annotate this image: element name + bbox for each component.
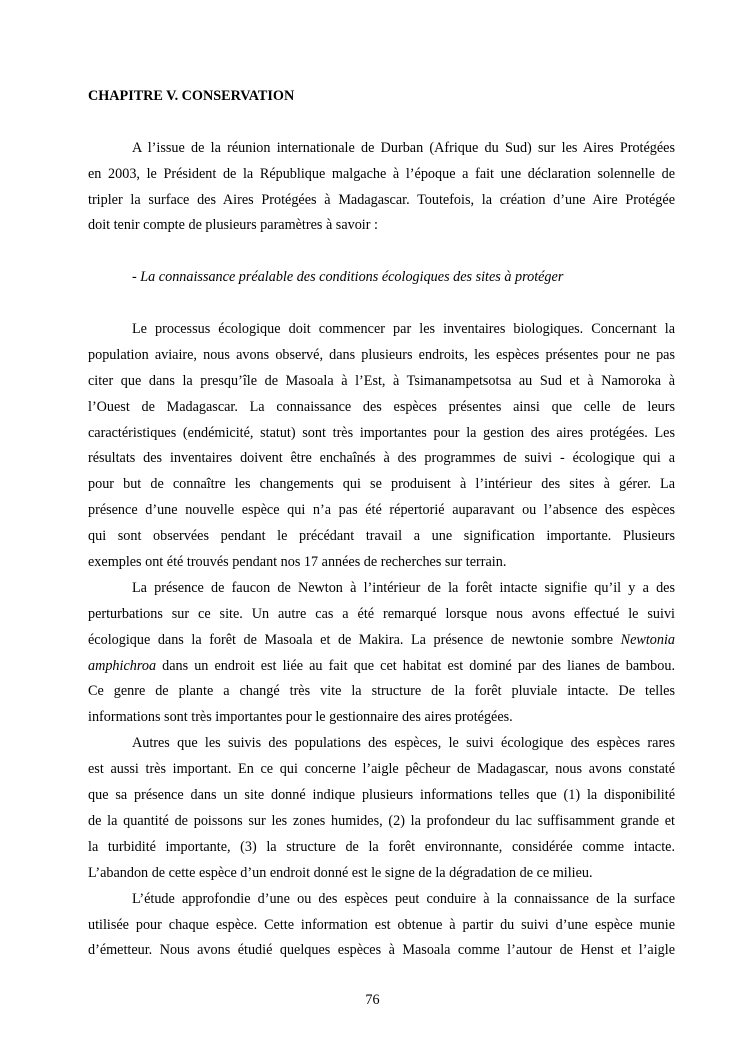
text-line (88, 395, 675, 421)
paragraphs (88, 136, 675, 965)
paragraph (88, 576, 675, 731)
text-run: caractéristiques (endémicité, statut) sont très importantes pour la gestion des aires protégées. Les (88, 424, 675, 441)
text-run: d’émetteur. Nous avons étudié quelques espèces à Masoala comme l’autour de Henst et l’aigle (88, 942, 675, 959)
text-run: Autres que les suivis des populations des espèces, le suivi écologique des espèces rares (132, 735, 675, 752)
text-line (88, 576, 675, 602)
text-run: L’étude approfondie d’une ou des espèces peut conduire à la connaissance de la surface (132, 890, 675, 907)
text-line (88, 628, 675, 654)
text-line (88, 343, 675, 369)
text-line (88, 136, 675, 162)
text-run: doit tenir compte de plusieurs paramètres à savoir : (88, 217, 378, 234)
text-run: tripler la surface des Aires Protégées à Madagascar. Toutefois, la création d’une Aire Protégée (88, 191, 675, 208)
paragraph (88, 317, 675, 576)
text-line (88, 162, 675, 188)
text-run: en 2003, le Président de la République malgache à l’époque a fait une déclaration solennelle de (88, 165, 675, 182)
text-run: Ce genre de plante a changé très vite la structure de la forêt pluviale intacte. De telles (88, 683, 675, 700)
text-line (88, 887, 675, 913)
spacer (88, 239, 675, 265)
text-line (88, 265, 675, 291)
text-line (88, 317, 675, 343)
text-run: présence d’une nouvelle espèce qui n’a pas été répertorié auparavant ou l’absence des espèces (88, 502, 675, 519)
text-run: l’Ouest de Madagascar. La connaissance des espèces présentes ainsi que celle de leurs (88, 398, 675, 415)
italic-text: - La connaissance préalable des conditions écologiques des sites à protéger (132, 269, 564, 286)
text-run: utilisée pour chaque espèce. Cette information est obtenue à partir du suivi d’une espèce munie (88, 916, 675, 933)
text-run: informations sont très importantes pour le gestionnaire des aires protégées. (88, 709, 513, 726)
text-line (88, 472, 675, 498)
text-line (88, 679, 675, 705)
text-line (88, 213, 675, 239)
spacer (88, 291, 675, 317)
paragraph (88, 731, 675, 886)
spacer (88, 110, 675, 136)
text-run: Le processus écologique doit commencer par les inventaires biologiques. Concernant la (132, 321, 675, 338)
section-heading (88, 265, 675, 291)
text-line (88, 498, 675, 524)
text-run: que sa présence dans un site donné indique plusieurs informations telles que (1) la disponibilité (88, 787, 675, 804)
text-line (88, 369, 675, 395)
text-run: La présence de faucon de Newton à l’intérieur de la forêt intacte signifie qu’il y a des (132, 579, 675, 596)
text-run: A l’issue de la réunion internationale de Durban (Afrique du Sud) sur les Aires Protégées (132, 139, 675, 156)
text-run: perturbations sur ce site. Un autre cas a été remarqué lorsque nous avons effectué le suivi (88, 605, 675, 622)
text-line (88, 421, 675, 447)
paragraph (88, 887, 675, 965)
text-run: pour but de connaître les changements qui se produisent à l’intérieur des sites à gérer. La (88, 476, 675, 493)
paragraph (88, 136, 675, 240)
document-body (88, 84, 675, 964)
text-line (88, 809, 675, 835)
text-run: de la quantité de poissons sur les zones humides, (2) la profondeur du lac suffisamment grande et (88, 812, 675, 829)
italic-text: Newtonia (620, 631, 675, 648)
chapter-title: CHAPITRE V. CONSERVATION (88, 88, 295, 104)
text-line (88, 913, 675, 939)
text-line (88, 446, 675, 472)
text-line (88, 757, 675, 783)
text-run: résultats des inventaires doivent être enchaînés à des programmes de suivi - écologique qui a (88, 450, 675, 467)
text-line (88, 602, 675, 628)
text-line (88, 654, 675, 680)
text-line (88, 188, 675, 214)
text-run: L’abandon de cette espèce d’un endroit donné est le signe de la dégradation de ce milieu. (88, 864, 593, 881)
text-line (88, 705, 675, 731)
text-line (88, 783, 675, 809)
text-run: la turbidité importante, (3) la structure de la forêt environnante, considérée comme intacte. (88, 838, 675, 855)
text-line (88, 524, 675, 550)
italic-text: amphichroa (88, 657, 157, 674)
text-line (88, 731, 675, 757)
text-run: exemples ont été trouvés pendant nos 17 années de recherches sur terrain. (88, 554, 507, 571)
text-line (88, 550, 675, 576)
text-line (88, 835, 675, 861)
text-line (88, 938, 675, 964)
text-run: écologique dans la forêt de Masoala et de Makira. La présence de newtonie sombre (88, 631, 621, 648)
text-line (88, 861, 675, 887)
text-run: population aviaire, nous avons observé, dans plusieurs endroits, les espèces présentes pour ne pas (88, 346, 675, 363)
page-number: 76 (365, 992, 380, 1008)
text-run: qui sont observées pendant le précédant travail a une signification importante. Plusieurs (88, 528, 675, 545)
text-run: citer que dans la presqu’île de Masoala à l’Est, à Tsimanampetsotsa au Sud et à Namoroka à (88, 372, 675, 389)
text-run: dans un endroit est liée au fait que cet habitat est dominé par des lianes de bambou. (156, 657, 675, 674)
text-run: est aussi très important. En ce qui concerne l’aigle pêcheur de Madagascar, nous avons constaté (88, 761, 675, 778)
